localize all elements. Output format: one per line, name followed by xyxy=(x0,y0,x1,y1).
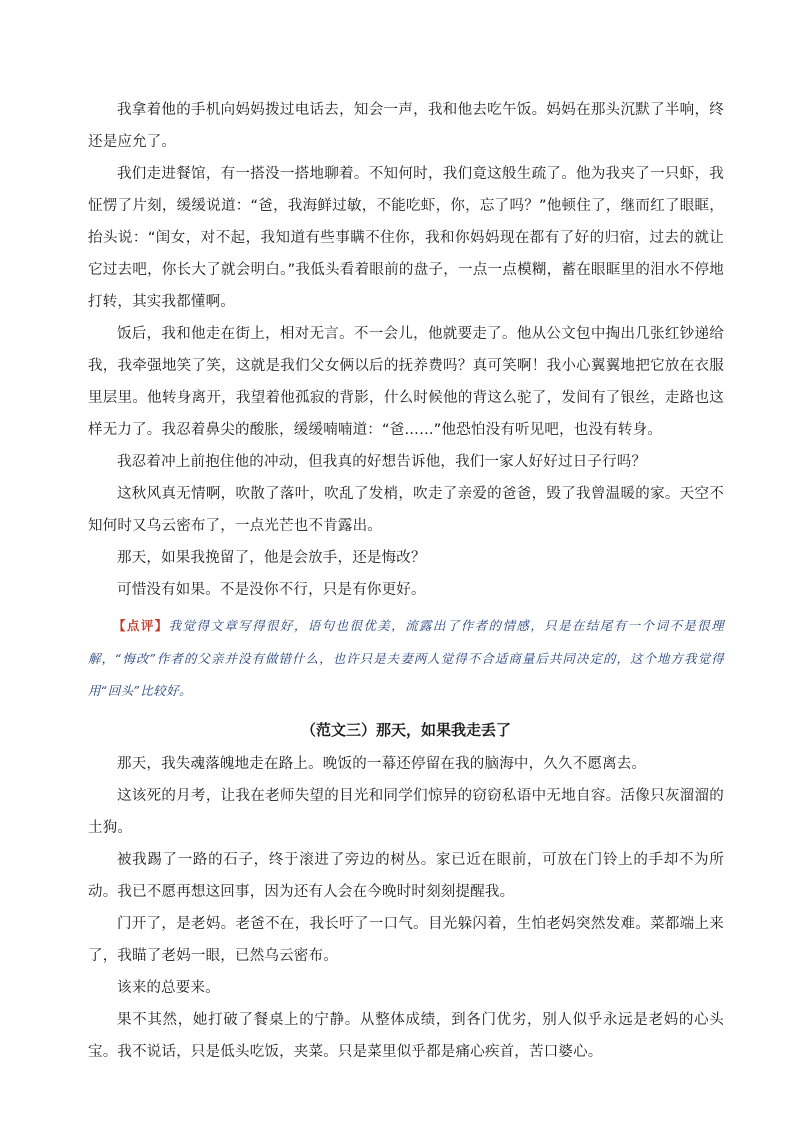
essay-paragraph: 门开了，是老妈。老爸不在，我长吁了一口气。目光躲闪着，生怕老妈突然发难。菜都端上来了，我瞄了老妈一眼，已然乌云密布。 xyxy=(88,915,724,964)
essay-paragraph: 果不其然，她打破了餐桌上的宁静。从整体成绩，到各门优劣，别人似乎永远是老妈的心头宝。我不说话，只是低头吃饭，夹菜。只是菜里似乎都是痛心疾首，苦口婆心。 xyxy=(88,1011,724,1060)
essay-paragraph: 该来的总要来。 xyxy=(117,979,220,996)
essay-paragraph: 这该死的月考，让我在老师失望的目光和同学们惊异的窃窃私语中无地自容。活像只灰溜溜的土狗。 xyxy=(88,787,724,836)
comment-tag: 【点评】 xyxy=(113,618,169,633)
essay-paragraph: 我们走进餐馆，有一搭没一搭地聊着。不知何时，我们竟这般生疏了。他为我夹了一只虾，我怔愣了片刻，缓缓说道：“爸，我海鲜过敏，不能吃虾，你，忘了吗？”他顿住了，继而红了眼眶，抬头说：“闺女，对不起，我知道有些事瞒不住你，我和你妈妈现在都有了好的归宿，过去的就让它过去吧，你长大了就会明白。”我低头看着眼前的盘子，一点一点模糊，蓄在眼眶里的泪水不停地打转，其实我都懂啊。 xyxy=(88,166,724,310)
essay-paragraph: 被我踢了一路的石子，终于滚进了旁边的树丛。家已近在眼前，可放在门铃上的手却不为所动。我已不愿再想这回事，因为还有人会在今晚时时刻刻提醒我。 xyxy=(88,851,724,900)
teacher-comment xyxy=(88,610,724,708)
essay-paragraph: 我拿着他的手机向妈妈拨过电话去，知会一声，我和他去吃午饭。妈妈在那头沉默了半响，终还是应允了。 xyxy=(88,102,724,150)
essay-paragraph: 那天，我失魂落魄地走在路上。晚饭的一幕还停留在我的脑海中，久久不愿离去。 xyxy=(117,755,647,772)
essay-title: （范文三）那天，如果我走丢了 xyxy=(300,720,511,739)
essay-paragraph: 饭后，我和他走在街上，相对无言。不一会儿，他就要走了。他从公文包中掏出几张红钞递给我，我牵强地笑了笑，这就是我们父女俩以后的抚养费吗？真可笑啊！我小心翼翼地把它放在衣服里层里。他转身离开，我望着他孤寂的背影，什么时候他的背这么驼了，发间有了银丝，走路也这样无力了。我忍着鼻尖的酸胀，缓缓喃喃道：“爸……”他恐怕没有听见吧，也没有转身。 xyxy=(88,326,724,438)
essay-paragraph: 那天，如果我挽留了，他是会放手，还是悔改？ xyxy=(117,550,426,566)
document-page xyxy=(88,94,724,1068)
essay-paragraph: 这秋风真无情啊，吹散了落叶，吹乱了发梢，吹走了亲爱的爸爸，毁了我曾温暖的家。天空不知何时又乌云密布了，一点光芒也不肯露出。 xyxy=(88,486,724,534)
comment-text: 我觉得文章写得很好，语句也很优美，流露出了作者的情感，只是在结尾有一个词不是很理解，“悔改”作者的父亲并没有做错什么，也许只是夫妻两人觉得不合适商量后共同决定的，这个地方我觉得用“回头”比较好。 xyxy=(88,618,724,698)
essay-paragraph: 我忍着冲上前抱住他的冲动，但我真的好想告诉他，我们一家人好好过日子行吗？ xyxy=(117,454,647,470)
essay-paragraph: 可惜没有如果。不是没你不行，只是有你更好。 xyxy=(117,582,426,598)
